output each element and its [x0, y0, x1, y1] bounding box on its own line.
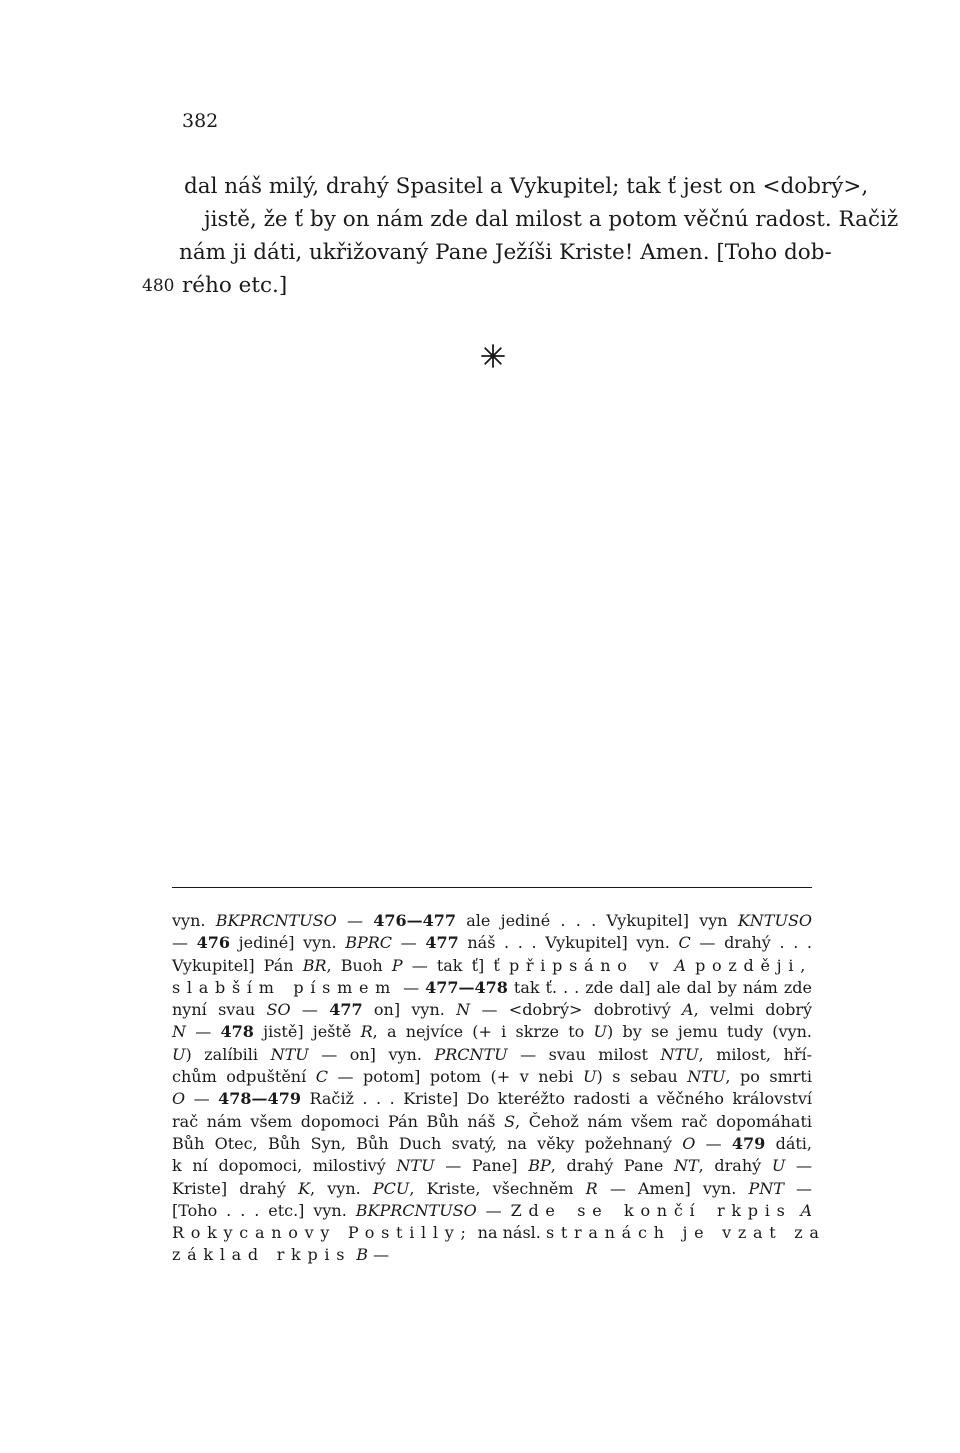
page-number: 382: [182, 110, 219, 132]
note-line-15: Rokycanovy Postilly; na násl. stranách je vzat za: [172, 1223, 826, 1243]
note-line-8: chům odpuštění C — potom] potom (+ v nebi U) s sebau NTU, po smrti: [172, 1067, 812, 1087]
note-line-3: Vykupitel] Pán BR, Buoh P — tak ť] ť připsáno v A později,: [172, 955, 813, 975]
main-text: [142, 170, 899, 302]
note-line-5: nyní svau SO — 477 on] vyn. N — <dobrý> dobrotivý A, velmi dobrý: [172, 1000, 813, 1020]
note-line-14: [Toho . . . etc.] vyn. BKPRCNTUSO — Zde se končí rkpis A: [172, 1200, 813, 1220]
note-line-12: k ní dopomoci, milostivý NTU — Pane] BP, drahý Pane NT, drahý U —: [172, 1156, 813, 1176]
asterisk-ornament-icon: [481, 344, 505, 368]
note-line-13: Kriste] drahý K, vyn. PCU, Kriste, všechněm R — Amen] vyn. PNT —: [172, 1178, 812, 1198]
body-line-1: dal náš milý, drahý Spasitel a Vykupitel; tak ť jest on <dobrý>,: [184, 174, 869, 199]
margin-line-number: 480: [142, 276, 175, 296]
note-line-2: — 476 jediné] vyn. BPRC — 477 náš . . . Vykupitel] vyn. C — drahý . . .: [172, 933, 813, 953]
footnote-rule: [172, 887, 812, 888]
note-line-10: rač nám všem dopomoci Pán Bůh náš S, Čehož nám všem rač dopomáhati: [172, 1111, 812, 1131]
apparatus-notes: [172, 910, 826, 1267]
body-line-4-wrap: [142, 269, 822, 302]
note-line-16: základ rkpis B —: [172, 1245, 390, 1265]
note-line-4: slabším písmem — 477—478 tak ť. . . zde dal] ale dal by nám zde: [172, 977, 812, 997]
body-line-2: jistě, že ť by on nám zde dal milost a potom věčnú radost. Račiž: [204, 207, 899, 232]
note-line-6: N — 478 jistě] ještě R, a nejvíce (+ i skrze to U) by se jemu tudy (vyn.: [172, 1022, 813, 1042]
note-line-11: Bůh Otec, Bůh Syn, Bůh Duch svatý, na věky požehnaný O — 479 dáti,: [172, 1133, 812, 1153]
note-line-9: O — 478—479 Račiž . . . Kriste] Do kteréžto radosti a věčného království: [172, 1089, 813, 1109]
body-line-3: nám ji dáti, ukřižovaný Pane Ježíši Kriste! Amen. [Toho dob-: [179, 240, 832, 265]
body-line-4: rého etc.]: [182, 273, 288, 298]
note-line-1: vyn. BKPRCNTUSO — 476—477 ale jediné . . . Vykupitel] vyn KNTUSO: [172, 911, 813, 930]
note-line-7: U) zalíbili NTU — on] vyn. PRCNTU — svau milost NTU, milost, hří-: [172, 1044, 813, 1064]
